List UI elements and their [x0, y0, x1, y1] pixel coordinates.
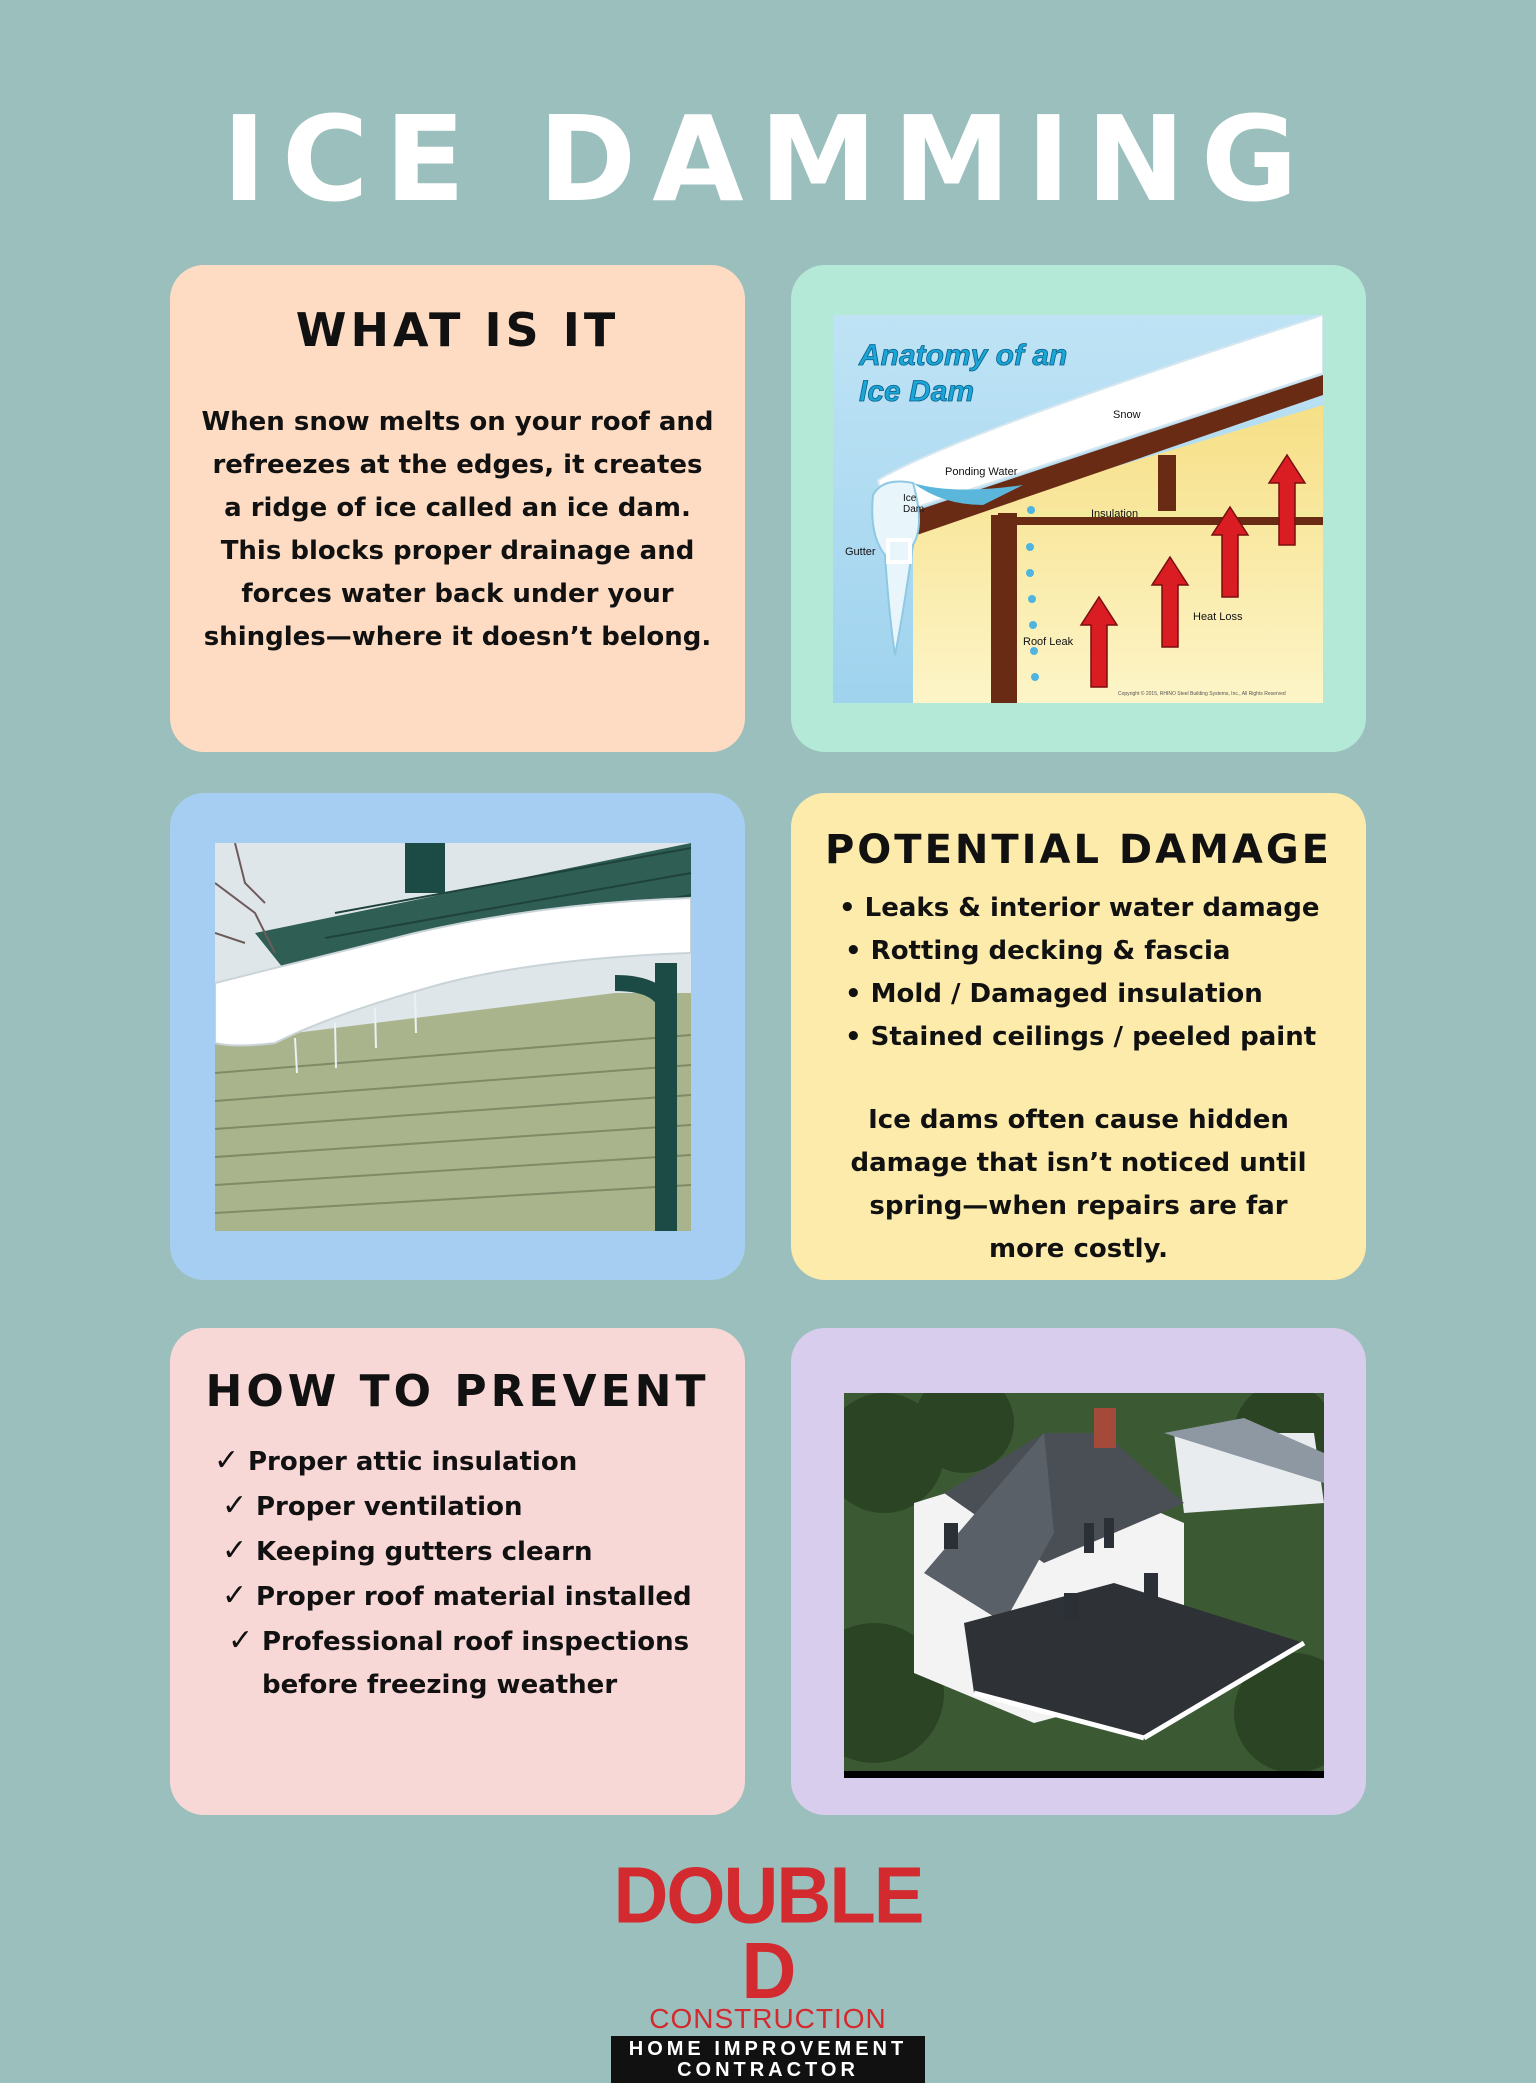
- diagram-title-line2: Ice Dam: [859, 375, 975, 408]
- what-is-it-card: [170, 265, 745, 752]
- label-ponding-water: Ponding Water: [945, 466, 1018, 478]
- how-to-prevent-card: [170, 1328, 745, 1815]
- prevent-item-label: Proper attic insulation: [248, 1447, 578, 1477]
- prevent-item: [214, 1529, 745, 1574]
- house-aerial-photo: [844, 1393, 1324, 1778]
- prevent-item-label: Proper ventilation: [256, 1492, 523, 1522]
- snowy-gutter-photo-card: [170, 793, 745, 1280]
- damage-item: • Stained ceilings / peeled paint: [845, 1022, 1317, 1052]
- logo-line1: DOUBLE D: [613, 1851, 923, 2016]
- damage-item: • Leaks & interior water damage: [839, 893, 1320, 923]
- label-ice-dam-2: Dam: [903, 504, 925, 515]
- prevent-item-label: Professional roof inspections: [262, 1627, 690, 1657]
- check-icon: ✓: [222, 1533, 248, 1568]
- potential-damage-heading: POTENTIAL DAMAGE: [824, 827, 1333, 873]
- ice-dam-diagram: [833, 315, 1323, 703]
- prevent-item: [214, 1619, 745, 1664]
- logo-line2: CONSTRUCTION: [649, 2003, 887, 2034]
- prevent-item-label: Keeping gutters clearn: [256, 1537, 593, 1567]
- diagram-copyright: Copyright © 2015, RHINO Steel Building Systems, Inc., All Rights Reserved: [1118, 691, 1286, 697]
- page-title: ICE DAMMING: [222, 90, 1314, 228]
- label-ice-dam-1: Ice: [903, 493, 917, 504]
- damage-note: Ice dams often cause hidden damage that isn’t noticed until spring—when repairs are far more costly.: [850, 1105, 1307, 1264]
- damage-list: [839, 887, 1366, 1059]
- house-photo-card: [791, 1328, 1366, 1815]
- logo-line4: CONTRACTOR: [677, 2059, 859, 2081]
- prevent-list: [214, 1439, 745, 1707]
- prevent-item-label: Proper roof material installed: [256, 1582, 692, 1612]
- logo-tagline: [611, 2036, 925, 2083]
- label-heat-loss: Heat Loss: [1193, 611, 1243, 623]
- what-is-it-heading: WHAT IS IT: [295, 303, 620, 357]
- check-icon: ✓: [214, 1443, 240, 1478]
- check-icon: ✓: [228, 1623, 254, 1658]
- prevent-item: [214, 1574, 745, 1619]
- label-gutter: Gutter: [845, 546, 876, 558]
- prevent-item: [214, 1439, 745, 1484]
- prevent-item-continued: before freezing weather: [262, 1670, 618, 1700]
- damage-item: • Rotting decking & fascia: [845, 936, 1231, 966]
- prevent-item: [214, 1484, 745, 1529]
- snowy-gutter-photo: [215, 843, 691, 1231]
- check-icon: ✓: [222, 1488, 248, 1523]
- label-roof-leak: Roof Leak: [1023, 636, 1074, 648]
- damage-item: • Mold / Damaged insulation: [845, 979, 1263, 1009]
- diagram-title-line1: Anatomy of an: [859, 339, 1068, 372]
- potential-damage-card: [791, 793, 1366, 1280]
- ice-dam-diagram-card: [791, 265, 1366, 752]
- check-icon: ✓: [222, 1578, 248, 1613]
- label-insulation: Insulation: [1091, 508, 1139, 520]
- label-snow: Snow: [1113, 409, 1141, 421]
- logo-line3: HOME IMPROVEMENT: [628, 2038, 908, 2060]
- company-logo: [611, 1851, 925, 2083]
- what-is-it-body: When snow melts on your roof and refreezes at the edges, it creates a ridge of ice called an ice dam. This blocks proper drainage and forces water back under your shingles—where it doesn’t belong.: [201, 407, 714, 652]
- how-to-prevent-heading: HOW TO PREVENT: [205, 1366, 710, 1417]
